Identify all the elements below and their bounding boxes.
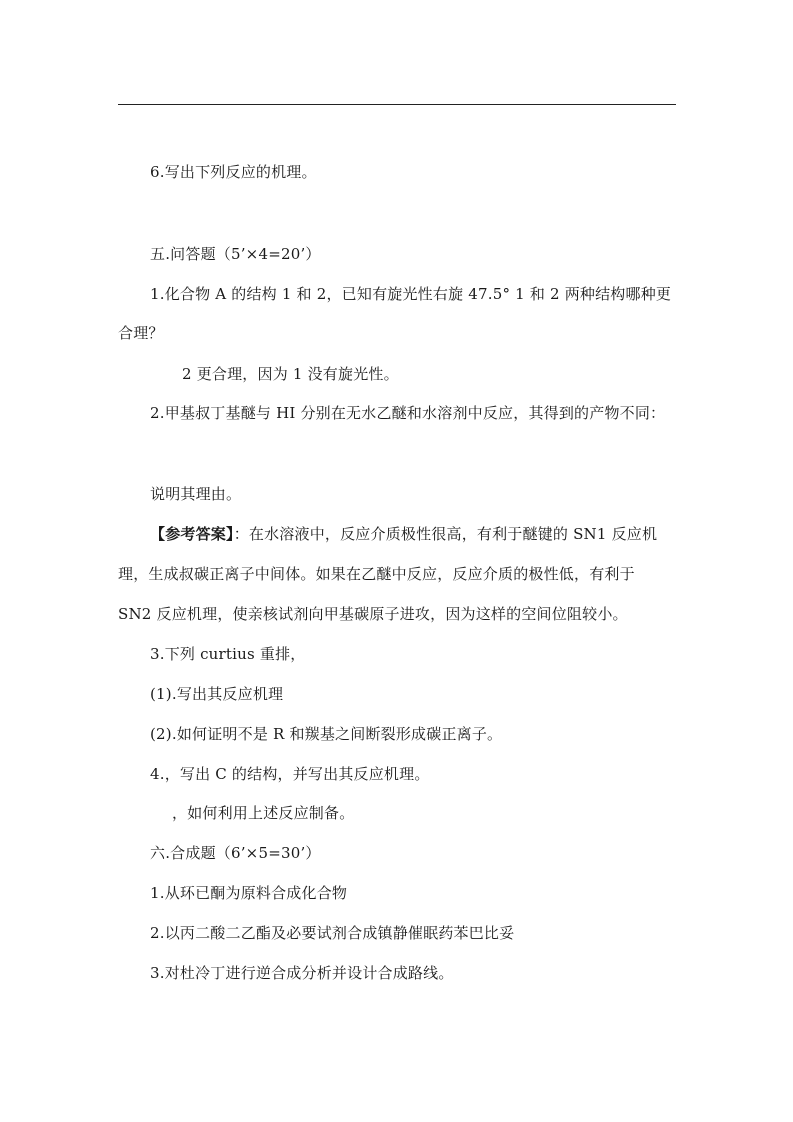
reference-answer-line-1 [150,524,657,544]
question-5-1-line-1: 1.化合物 A 的结构 1 和 2，已知有旋光性右旋 47.5° 1 和 2 两种结构哪种更 [150,285,672,303]
section-5-heading: 五.问答题（5’×4=20’） [150,245,321,263]
question-5-3: 3.下列 curtius 重排， [150,645,306,663]
question-5-2: 2.甲基叔丁基醚与 HI 分别在无水乙醚和水溶剂中反应，其得到的产物不同： [150,404,666,422]
header-rule [118,104,676,105]
question-5-1-answer: 2 更合理，因为 1 没有旋光性。 [182,365,399,383]
reference-answer-text: ：在水溶液中，反应介质极性很高，有利于醚键的 SN1 反应机 [233,525,658,543]
question-5-1-line-2: 合理？ [118,324,164,342]
question-6-3: 3.对杜冷丁进行逆合成分析并设计合成路线。 [150,964,454,982]
question-5-3-part-1: (1).写出其反应机理 [150,685,284,703]
question-5-4-part-2: ，如何利用上述反应制备。 [172,804,355,822]
question-6-2: 2.以丙二酸二乙酯及必要试剂合成镇静催眠药苯巴比妥 [150,924,515,942]
reference-answer-line-2: 理，生成叔碳正离子中间体。如果在乙醚中反应，反应介质的极性低，有利于 [118,565,635,583]
question-6-mechanism: 6.写出下列反应的机理。 [150,163,317,181]
reference-answer-label: 【参考答案】 [150,525,234,543]
question-5-4: 4.，写出 C 的结构，并写出其反应机理。 [150,765,430,783]
section-6-heading: 六.合成题（6’×5=30’） [150,844,321,862]
reference-answer-line-3: SN2 反应机理，使亲核试剂向甲基碳原子进攻，因为这样的空间位阻较小。 [118,605,628,623]
question-5-3-part-2: (2).如何证明不是 R 和羰基之间断裂形成碳正离子。 [150,725,503,743]
question-5-2-explain: 说明其理由。 [150,485,242,503]
question-6-1: 1.从环已酮为原料合成化合物 [150,884,348,902]
